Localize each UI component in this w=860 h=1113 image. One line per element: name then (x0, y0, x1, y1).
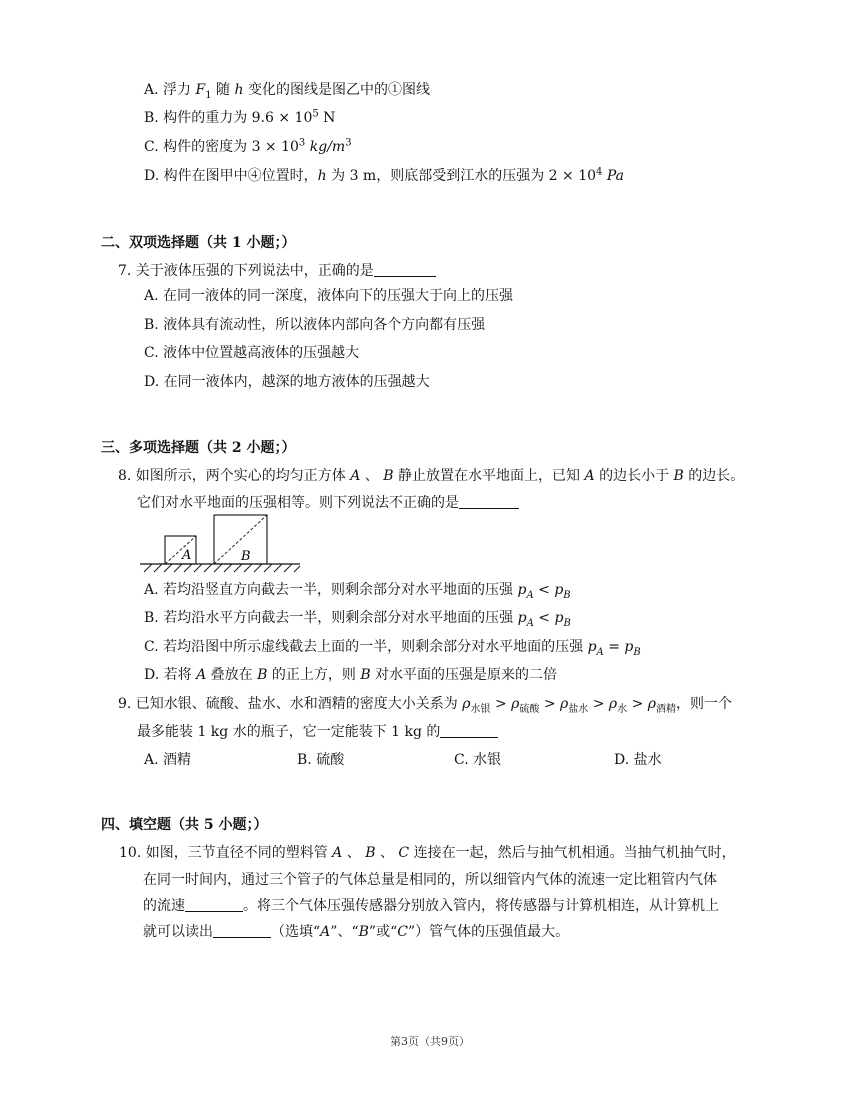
section-title-multi-choice: 三、多项选择题（共 2 小题；） (101, 440, 296, 456)
answer-blank (185, 897, 243, 912)
q7-option-b: B. 液体具有流动性，所以液体内部向各个方向都有压强 (144, 317, 486, 333)
q7-option-c: C. 液体中位置越高液体的压强越大 (144, 345, 360, 361)
answer-blank (213, 923, 271, 938)
answer-blank (440, 723, 498, 738)
q8-option-d: D. 若将 A 叠放在 B 的正上方，则 B 对水平面的压强是原来的二倍 (144, 667, 558, 683)
q8-stem-line2: 它们对水平地面的压强相等。则下列说法不正确的是 (137, 493, 519, 513)
q9-option-d: D. 盐水 (614, 752, 662, 768)
q9-option-a: A. 酒精 (144, 752, 192, 768)
q9-option-b: B. 硫酸 (297, 752, 345, 768)
q8-option-c: C. 若均沿图中所示虚线截去上面的一半，则剩余部分对水平地面的压强 $p_A = p_B$ (144, 639, 641, 658)
q7-option-d: D. 在同一液体内，越深的地方液体的压强越大 (144, 374, 430, 390)
q6-option-d: D. 构件在图甲中④位置时，h 为 3 m，则底部受到江水的压强为 $2 \times 10^4$ Pa (144, 166, 624, 184)
q8-option-a: A. 若均沿竖直方向截去一半，则剩余部分对水平地面的压强 $p_A < p_B$ (144, 582, 571, 601)
q9-option-c: C. 水银 (454, 752, 502, 768)
cube-b-label: B (241, 549, 251, 564)
cube-a-label: A (182, 548, 192, 563)
q9-stem-line2: 最多能装 1 kg 水的瓶子，它一定能装下 1 kg 的 (137, 722, 498, 742)
section-title-fill-blank: 四、填空题（共 5 小题；） (101, 817, 268, 833)
q8-stem-line1: 8. 如图所示，两个实心的均匀正方体 A 、 B 静止放置在水平地面上，已知 A 的边长小于 B 的边长。 (118, 468, 745, 484)
answer-blank (374, 262, 436, 277)
section-title-double-choice: 二、双项选择题（共 1 小题；） (101, 235, 296, 251)
answer-blank (459, 494, 519, 509)
q10-line1: 10. 如图，三节直径不同的塑料管 A 、 B 、 C 连接在一起，然后与抽气机相通。当抽气机抽气时， (119, 845, 736, 861)
q9-stem-line1: 9. 已知水银、硫酸、盐水、水和酒精的密度大小关系为 $\rho_{水银} > \rho_{硫酸} > \rho_{盐水} > \rho_水 > \rho_{酒精}$，则一个 (118, 696, 732, 715)
q10-line2: 在同一时间内，通过三个管子的气体总量是相同的，所以细管内气体的流速一定比粗管内气体 (143, 872, 717, 888)
q6-option-b: B. 构件的重力为 $9.6 \times 10^5$ N (144, 108, 336, 126)
q7-option-a: A. 在同一液体的同一深度，液体向下的压强大于向上的压强 (144, 288, 514, 304)
page-number-footer: 第3页（共9页） (390, 1035, 470, 1048)
q8-cubes-figure (138, 512, 308, 578)
q6-option-c: C. 构件的密度为 $3 \times 10^3$ $kg/m^3$ (144, 137, 352, 155)
q8-option-b: B. 若均沿水平方向截去一半，则剩余部分对水平地面的压强 $p_A < p_B$ (144, 610, 571, 629)
q10-line4: 就可以读出 （选填“A”、“B”或“C”）管气体的压强值最大。 (143, 924, 570, 940)
q7-stem: 7. 关于液体压强的下列说法中，正确的是 (118, 261, 436, 281)
q10-line3: 的流速 。将三个气体压强传感器分别放入管内，将传感器与计算机相连，从计算机上 (143, 898, 719, 914)
q6-option-a: A. 浮力 $F_1$ 随 h 变化的图线是图乙中的①图线 (144, 82, 430, 101)
